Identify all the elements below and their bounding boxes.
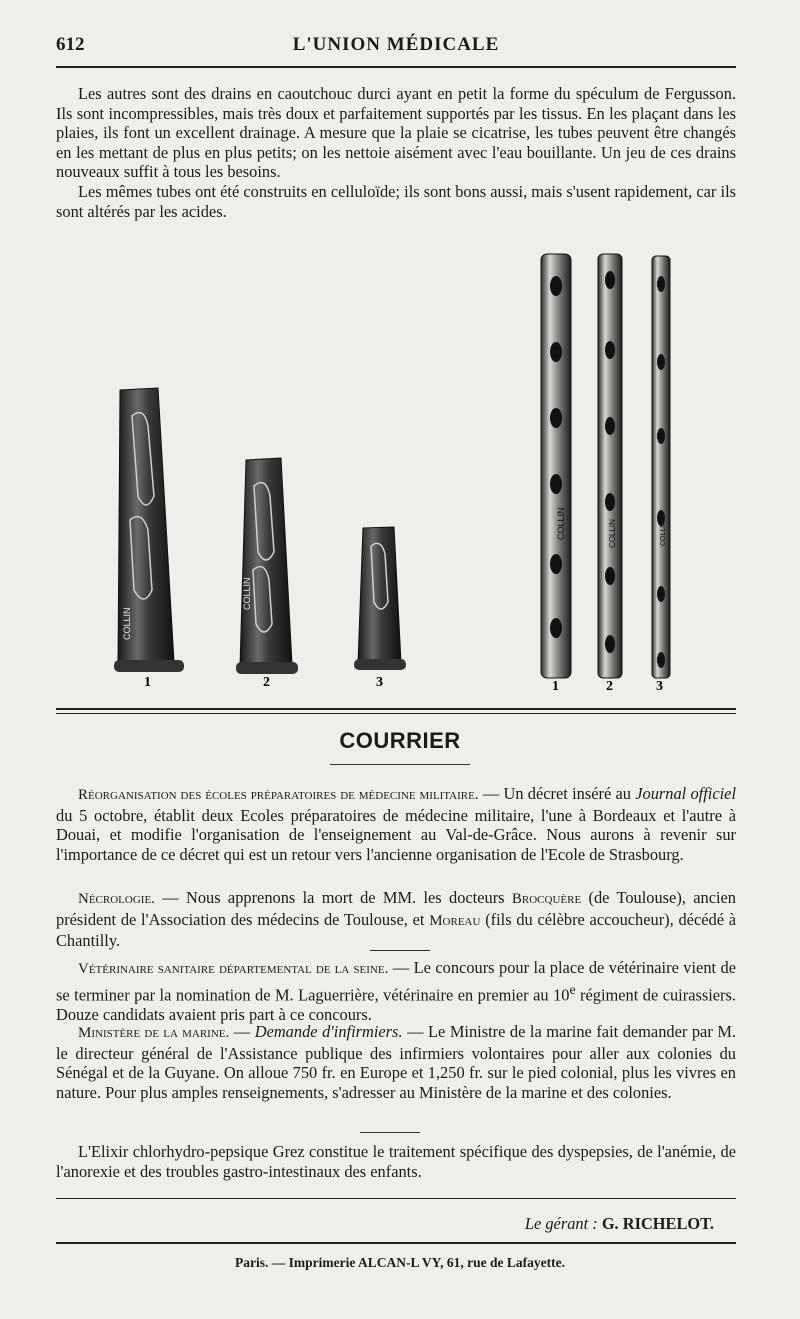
journal-title: L'UNION MÉDICALE [292, 34, 500, 55]
signature: Le gérant : G. RICHELOT. [524, 1214, 714, 1233]
perforated-tube-2 [598, 254, 622, 678]
figure-label: 1 [144, 675, 151, 690]
running-header [56, 34, 736, 58]
title-underline [330, 764, 470, 765]
maker-mark: COLLIN [122, 607, 132, 640]
news-heading: Vétérinaire sanitaire départemental de la seine. [78, 961, 389, 977]
advertisement: L'Elixir chlorhydro-pepsique Grez constitue le traitement spécifique des dyspepsies, de l'anémie, de l'anorexie et des troubles gastro-intestinaux des enfants. [56, 1142, 736, 1181]
drains-text [56, 84, 736, 221]
footer-rule [56, 1242, 736, 1244]
news-heading: Nécrologie. [78, 891, 155, 907]
speculum-drain-3 [354, 527, 406, 670]
figure-label: 1 [552, 679, 559, 694]
speculum-drain-2 [236, 458, 298, 674]
news-item: Ministère de la marine. — Demande d'infirmiers. — Le Ministre de la marine fait demander par M. le directeur général de l'Assistance publique des infirmiers volontaires pour aller aux colonies du Sénégal et de la Guyane. On alloue 750 fr. en Europe et 1,250 fr. sur le pied colonial, plus les vivres en nature. Pour plus amples renseignements, s'adresser au Ministère de la marine et des colonies. [56, 1022, 737, 1102]
news-heading: Ministère de la marine. [78, 1025, 230, 1041]
printer-imprint: Paris. — Imprimerie ALCAN-L VY, 61, rue de Lafayette. [235, 1255, 565, 1270]
news-item: Réorganisation des écoles préparatoires de médecine militaire. — Un décret inséré au Journal officiel du 5 octobre, établit deux Ecoles préparatoires de médecine militaire, l'une à Bordeaux et l'autre à Douai, et modifie l'organisation de l'enseignement au Val-de-Grâce. Nous aurons à revenir sur l'importance de ce décret qui est un retour vers l'ancienne organisation de l'Ecole de Strasbourg. [56, 784, 736, 864]
maker-mark: COLLIN [556, 507, 566, 540]
figure-label: 3 [376, 675, 383, 690]
maker-mark: COLLIN [242, 577, 252, 610]
header-rule [56, 66, 736, 68]
section-rule [56, 708, 736, 710]
item-separator [360, 1132, 420, 1133]
news-heading: Réorganisation des écoles préparatoires de médecine militaire. [78, 787, 479, 803]
figure-label: 3 [656, 679, 663, 694]
perforated-tube-3 [652, 256, 670, 678]
paragraph: Les mêmes tubes ont été construits en celluloïde; ils sont bons aussi, mais s'usent rapidement, car ils sont altérés par les acides. [56, 181, 736, 221]
news-item: Vétérinaire sanitaire départemental de la seine. — Le concours pour la place de vétérinaire vient de se terminer par la nomination de M. Laguerrière, vétérinaire en premier au 10e régiment de cuirassiers. Douze candidats avaient pris part à ce concours. [56, 958, 736, 1024]
paragraph: Les autres sont des drains en caoutchouc durci ayant en petit la forme du spéculum de Fergusson. Ils sont incompressibles, mais très doux et parfaitement supportés par les tissus. En les plaçant dans les plaies, ils font un excellent drainage. A mesure que la plaie se cicatrise, les tubes peuvent être changés en les mettant de plus en plus petits; on les nettoie aisément avec l'eau bouillante. Un jeu de ces drains nouveaux suffit à tous les besoins. [56, 84, 736, 182]
perforated-tube-1 [541, 254, 571, 678]
footer-rule [56, 1198, 736, 1199]
news-item: Nécrologie. — Nous apprenons la mort de MM. les docteurs Brocquère (de Toulouse), ancien président de l'Association des médecins de Toulouse, et Moreau (fils du célèbre accoucheur), décédé à Chantilly. [56, 888, 737, 951]
drain-tubes-figure [56, 240, 736, 700]
section-title: COURRIER [339, 728, 461, 753]
maker-mark: COLLIN [608, 519, 617, 548]
drain-tubes-illustration [56, 240, 736, 700]
figure-label: 2 [263, 675, 270, 690]
page-number: 612 [56, 34, 85, 55]
item-separator [370, 950, 430, 951]
maker-mark: COLLIN [660, 520, 667, 546]
figure-label: 2 [606, 679, 613, 694]
section-rule [56, 713, 736, 714]
